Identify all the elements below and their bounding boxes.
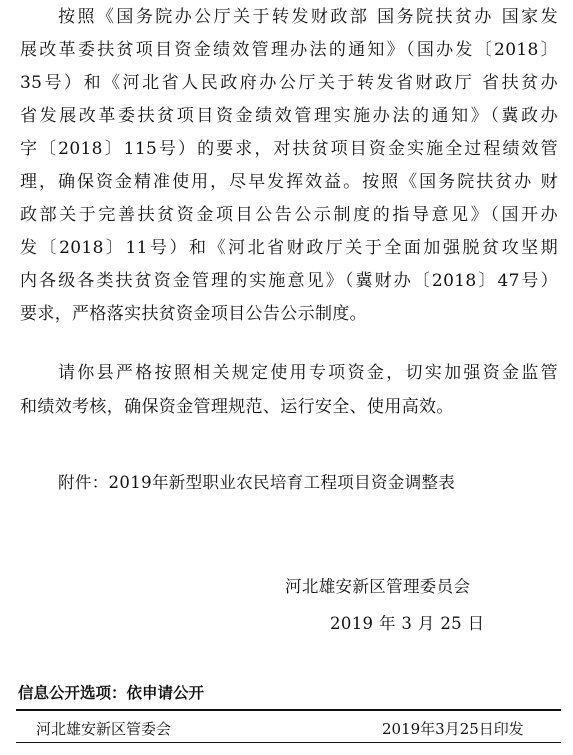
disclosure-option: 信息公开选项：依申请公开 [18,684,205,702]
paragraph-line: 内各级各类扶贫资金管理的实施意见》（冀财办〔2018〕47号） [20,271,558,291]
footer-print-date: 2019年3月25日印发 [382,720,524,738]
paragraph-line: 政部关于完善扶贫资金项目公告公示制度的指导意见》（国开办 [20,205,558,225]
footer-bottom-rule [16,742,561,743]
paragraph-line: 请你县严格按照相关规定使用专项资金，切实加强资金监管 [58,363,558,383]
paragraph-line: 和绩效考核，确保资金管理规范、运行安全、使用高效。 [20,397,454,417]
paragraph-line: 要求，严格落实扶贫资金项目公告公示制度。 [20,304,367,324]
paragraph-line: 按照《国务院办公厅关于转发财政部 国务院扶贫办 国家发 [58,7,558,27]
attachment-line: 附件：2019年新型职业农民培育工程项目资金调整表 [58,473,456,492]
paragraph-line: 发〔2018〕11号）和《河北省财政厅关于全面加强脱贫攻坚期 [20,238,558,258]
footer-top-rule [16,709,561,711]
issuing-organization: 河北雄安新区管理委员会 [285,577,471,596]
footer-issuer: 河北雄安新区管委会 [36,720,172,738]
issue-date: 2019 年 3 月 25 日 [330,614,485,633]
paragraph-line: 展改革委扶贫项目资金绩效管理办法的通知》（国办发〔2018〕 [20,40,558,60]
paragraph-line: 35号）和《河北省人民政府办公厅关于转发省财政厅 省扶贫办 [20,73,558,93]
paragraph-line: 省发展改革委扶贫项目资金绩效管理实施办法的通知》（冀政办 [20,106,558,126]
paragraph-line: 理，确保资金精准使用，尽早发挥效益。按照《国务院扶贫办 财 [20,172,558,192]
paragraph-line: 字〔2018〕115号）的要求，对扶贫项目资金实施全过程绩效管 [20,139,558,159]
